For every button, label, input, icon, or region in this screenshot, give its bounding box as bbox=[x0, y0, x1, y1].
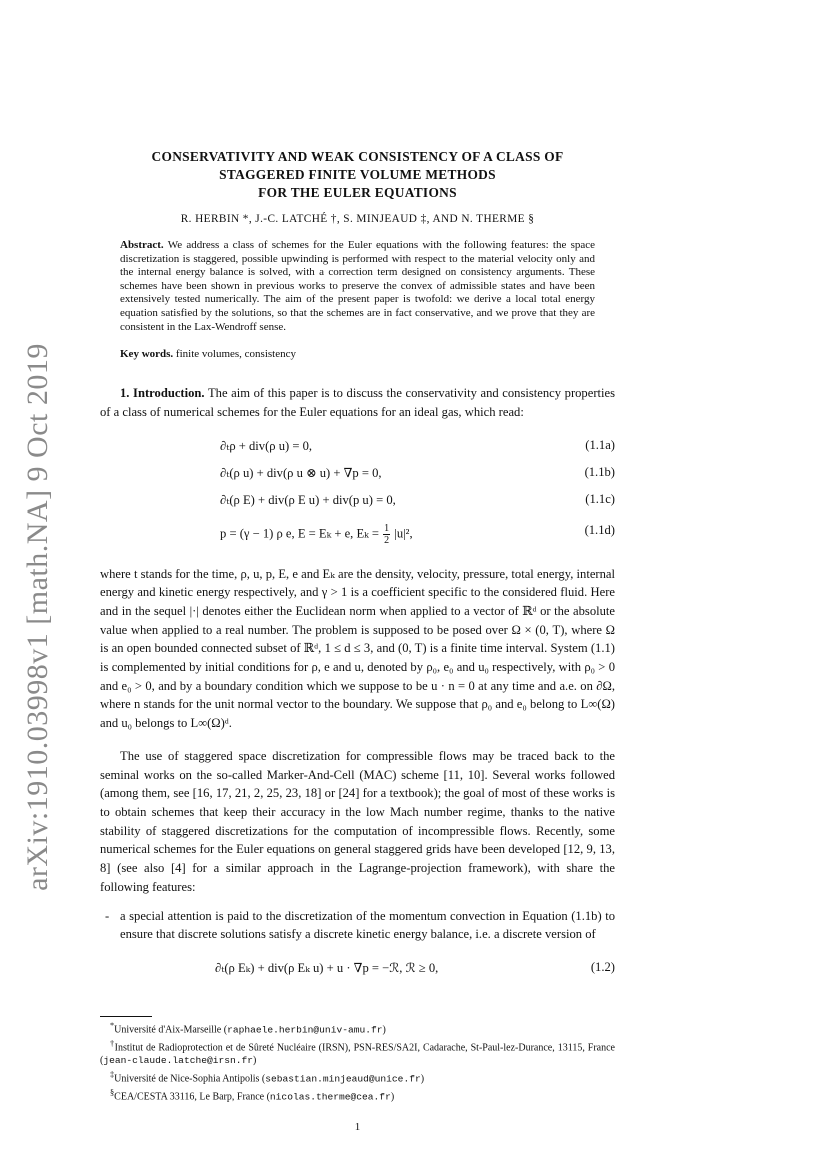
list-item bbox=[100, 907, 615, 944]
footnote-mark: * bbox=[110, 1021, 115, 1030]
authors: R. HERBIN *, J.-C. LATCHÉ †, S. MINJEAUD ‡, AND N. THERME § bbox=[180, 213, 535, 225]
equation-number: (1.2) bbox=[590, 959, 615, 974]
footnote-email[interactable]: nicolas.therme@cea.fr bbox=[269, 1090, 391, 1102]
page-number: 1 bbox=[354, 1121, 361, 1133]
footnote bbox=[100, 1086, 615, 1104]
euler-equations bbox=[100, 434, 615, 551]
paragraph-2: The use of staggered space discretization for compressible flows may be traced back to the seminal works on the so-called Marker-And-Cell (MAC) scheme [11, 10]. Several works followed (among them, see [16, 17, 21, 2, 25, 23, 18] or [24] for a textbook); the goal of most of these works is to obtain schemes that keep their accuracy in the low Mach number regime, thanks to the native stability of staggered discretizations for the computation of incompressible flows. Recently, some numerical schemes for the Euler equations on general staggered grids have been developed [12, 9, 13, 8] (see also [4] for a similar approach in the Lagrange-projection framework), with share the following features: bbox=[100, 748, 615, 894]
equation-number: (1.1b) bbox=[584, 464, 615, 479]
equation-math: ∂ₜ(ρ Eₖ) + div(ρ Eₖ u) + u · ∇p = −ℛ, ℛ ≥ 0, bbox=[215, 960, 439, 975]
fraction bbox=[383, 523, 390, 546]
equation-1-1d bbox=[100, 515, 615, 551]
footnote-rule bbox=[100, 1016, 152, 1017]
footnote bbox=[100, 1019, 615, 1037]
fraction-numerator: 1 bbox=[384, 522, 390, 534]
bullet-dash: - bbox=[105, 908, 110, 923]
abstract-text: We address a class of schemes for the Euler equations with the following features: the space discretization is staggered, possible upwinding is performed with respect to the material velocity only and the internal energy balance is solved, with a correction term designed on consistency arguments. These schemes have been shown in previous works to preserve the convex of admissible states and have been extensively tested numerically. The aim of the present paper is twofold: we derive a local total energy equation satisfied by the solutions, so that the schemes are in fact conservative, and we prove that they are consistent in the Lax-Wendroff sense. bbox=[120, 239, 596, 333]
footnote bbox=[100, 1068, 615, 1086]
equation-number: (1.1d) bbox=[584, 522, 615, 537]
arxiv-identifier-text: arXiv:1910.03998v1 [math.NA] 9 Oct 2019 bbox=[21, 343, 54, 891]
equation-math: ∂ₜ(ρ E) + div(ρ E u) + div(p u) = 0, bbox=[220, 492, 396, 507]
keywords-text: finite volumes, consistency bbox=[175, 348, 296, 361]
footnote-text: Institut de Radioprotection et de Sûreté Nucléaire (IRSN), PSN-RES/SA2I, Cadarache, St-Paul-lez-Durance, 13115, France ( bbox=[100, 1042, 615, 1067]
equation-math-part-b: |u|², bbox=[394, 525, 413, 540]
footnote-email[interactable]: jean-claude.latche@irsn.fr bbox=[103, 1055, 254, 1067]
equation-1-2 bbox=[100, 954, 615, 984]
footnote-email[interactable]: sebastian.minjeaud@unice.fr bbox=[265, 1073, 421, 1085]
equation-math-part-a: p = (γ − 1) ρ e, E = Eₖ + e, Eₖ = bbox=[220, 525, 380, 540]
arxiv-identifier bbox=[8, 322, 68, 912]
footnote-mark: † bbox=[110, 1038, 115, 1048]
bullet-text: a special attention is paid to the discretization of the momentum convection in Equation (1.1b) to ensure that discrete solutions satisfy a discrete kinetic energy balance, i.e. a discrete version of bbox=[120, 908, 615, 942]
equation-math: ∂ₜρ + div(ρ u) = 0, bbox=[220, 438, 313, 453]
footnote-end: ) bbox=[390, 1090, 395, 1102]
paper-page bbox=[100, 148, 615, 984]
section-heading: 1. Introduction. bbox=[120, 386, 205, 401]
introduction bbox=[100, 384, 615, 421]
footnote-text: Université d'Aix-Marseille ( bbox=[114, 1024, 228, 1036]
footnote-text: Université de Nice-Sophia Antipolis ( bbox=[114, 1073, 266, 1085]
title-line-1: CONSERVATIVITY AND WEAK CONSISTENCY OF A CLASS OF bbox=[151, 149, 564, 164]
paper-title bbox=[100, 148, 615, 202]
abstract bbox=[120, 239, 595, 334]
keywords bbox=[120, 348, 595, 360]
footnote bbox=[100, 1037, 615, 1068]
intro-text: The aim of this paper is to discuss the conservativity and consistency properties of a class of numerical schemes for the Euler equations for an ideal gas, which read: bbox=[100, 386, 616, 419]
equation-1-1c bbox=[100, 488, 615, 515]
fraction-denominator: 2 bbox=[384, 534, 390, 546]
footnote-mark: § bbox=[110, 1087, 115, 1097]
equation-number: (1.1a) bbox=[585, 437, 615, 452]
footnote-mark: ‡ bbox=[110, 1069, 115, 1079]
footnote-end: ) bbox=[382, 1024, 386, 1036]
footnotes bbox=[100, 1019, 615, 1103]
equation-number: (1.1c) bbox=[585, 491, 615, 506]
equation-math bbox=[220, 523, 413, 546]
footnote-end: ) bbox=[253, 1055, 257, 1067]
abstract-label: Abstract. bbox=[120, 239, 164, 251]
equation-math: ∂ₜ(ρ u) + div(ρ u ⊗ u) + ∇p = 0, bbox=[220, 465, 382, 480]
equation-1-1b bbox=[100, 461, 615, 488]
footnote-email[interactable]: raphaele.herbin@univ-amu.fr bbox=[227, 1024, 383, 1036]
footnote-text: CEA/CESTA 33116, Le Barp, France ( bbox=[114, 1090, 270, 1102]
title-line-2: STAGGERED FINITE VOLUME METHODS bbox=[219, 167, 496, 182]
title-line-3: FOR THE EULER EQUATIONS bbox=[258, 185, 457, 200]
equation-1-1a bbox=[100, 434, 615, 461]
paragraph-1: where t stands for the time, ρ, u, p, E, e and Eₖ are the density, velocity, pressure, total energy, internal energy and kinetic energy respectively, and γ > 1 is a coefficient specific to the considered fluid. Here and in the sequel |·| denotes either the Euclidean norm when applied to a vector of ℝᵈ or the absolute value when applied to a real number. The problem is supposed to be posed over Ω × (0, T), where Ω is an open bounded connected subset of ℝᵈ, 1 ≤ d ≤ 3, and (0, T) is a finite time interval. System (1.1) is complemented by initial conditions for ρ, e and u, denoted by ρ₀, e₀ and u₀ respectively, with ρ₀ > 0 and e₀ > 0, and by a boundary condition which we suppose to be u · n = 0 at any time and a.e. on ∂Ω, where n stands for the unit normal vector to the boundary. We suppose that ρ₀ and e₀ belong to L∞(Ω) and u₀ belongs to L∞(Ω)ᵈ. bbox=[100, 566, 615, 731]
keywords-label: Key words. bbox=[120, 348, 174, 361]
footnote-end: ) bbox=[420, 1073, 425, 1085]
